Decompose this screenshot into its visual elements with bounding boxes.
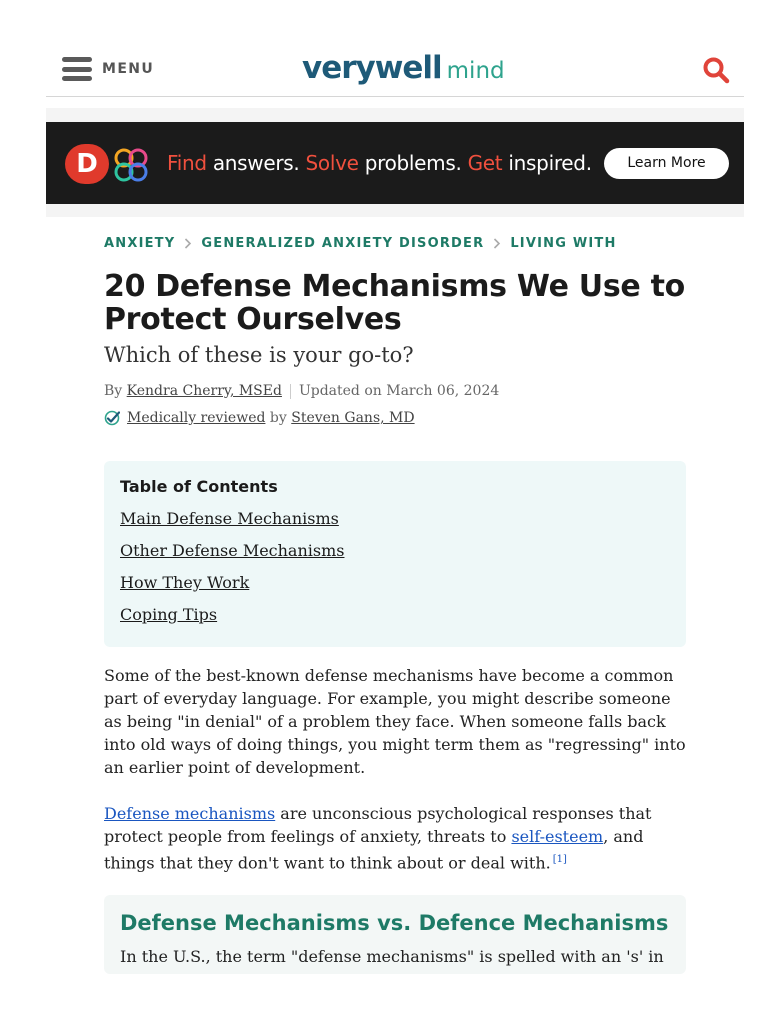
learn-more-button[interactable]: Learn More [604, 148, 729, 179]
by-label: By [104, 383, 127, 399]
breadcrumb-anxiety[interactable]: ANXIETY [104, 235, 176, 251]
site-logo[interactable] [302, 50, 505, 86]
logo-sub-text: mind [446, 58, 505, 84]
page-title: 20 Defense Mechanisms We Use to Protect Ourselves [104, 269, 685, 337]
toc-title: Table of Contents [120, 477, 278, 496]
author-link[interactable]: Kendra Cherry, MSEd [126, 383, 282, 399]
toc-link-other-defense-mechanisms[interactable]: Other Defense Mechanisms [120, 541, 345, 560]
ad-container [46, 108, 744, 217]
chevron-right-icon [184, 238, 192, 249]
callout-title: Defense Mechanisms vs. Defence Mechanisms [120, 911, 669, 936]
logo-main-text: verywell [302, 50, 442, 86]
breadcrumb [104, 234, 686, 252]
spelling-callout [104, 895, 686, 974]
definition-paragraph: Defense mechanisms are unconscious psychological responses that protect people from feelings of anxiety, threats to self-esteem, and things that they don't want to think about or deal with. [1] [104, 804, 652, 873]
toc-link-coping-tips[interactable]: Coping Tips [120, 605, 218, 624]
brand-knot-icon [110, 144, 152, 186]
menu-button[interactable] [62, 57, 154, 81]
chevron-right-icon [493, 238, 501, 249]
byline-divider [290, 384, 291, 399]
table-of-contents [104, 461, 686, 647]
updated-date: Updated on March 06, 2024 [298, 383, 500, 399]
dotdash-logo-icon: D [65, 144, 109, 184]
menu-label: MENU [102, 61, 155, 77]
verified-check-icon [104, 410, 120, 426]
toc-link-main-defense-mechanisms[interactable]: Main Defense Mechanisms [120, 509, 339, 528]
defense-mechanisms-link[interactable]: Defense mechanisms [104, 804, 276, 823]
search-icon[interactable] [702, 56, 730, 84]
toc-link-how-they-work[interactable]: How They Work [120, 573, 250, 592]
byline [104, 382, 686, 400]
site-header [46, 0, 744, 97]
self-esteem-link[interactable]: self-esteem [511, 827, 604, 846]
citation-ref[interactable]: [1] [552, 854, 567, 865]
intro-paragraph: Some of the best-known defense mechanisms have become a common part of everyday language. For example, you might describe someone as being "in denial" of a problem they face. When someone falls back into old ways of doing things, you might term them as "regressing" into an earlier point of development. [104, 666, 686, 777]
page-subtitle: Which of these is your go-to? [104, 343, 414, 367]
breadcrumb-living-with[interactable]: LIVING WITH [510, 235, 617, 251]
breadcrumb-gad[interactable]: GENERALIZED ANXIETY DISORDER [201, 235, 485, 251]
ad-tagline: Find answers. Solve problems. Get inspired. [167, 151, 592, 175]
reviewed-by-label: by [265, 410, 292, 426]
article-content [104, 234, 686, 974]
callout-text: In the U.S., the term "defense mechanisms" is spelled with an 's' in [120, 947, 664, 967]
ad-banner[interactable] [46, 122, 744, 204]
medically-reviewed-link[interactable]: Medically reviewed [127, 410, 266, 426]
medical-review [104, 409, 686, 427]
hamburger-icon [62, 57, 92, 81]
reviewer-link[interactable]: Steven Gans, MD [291, 410, 415, 426]
